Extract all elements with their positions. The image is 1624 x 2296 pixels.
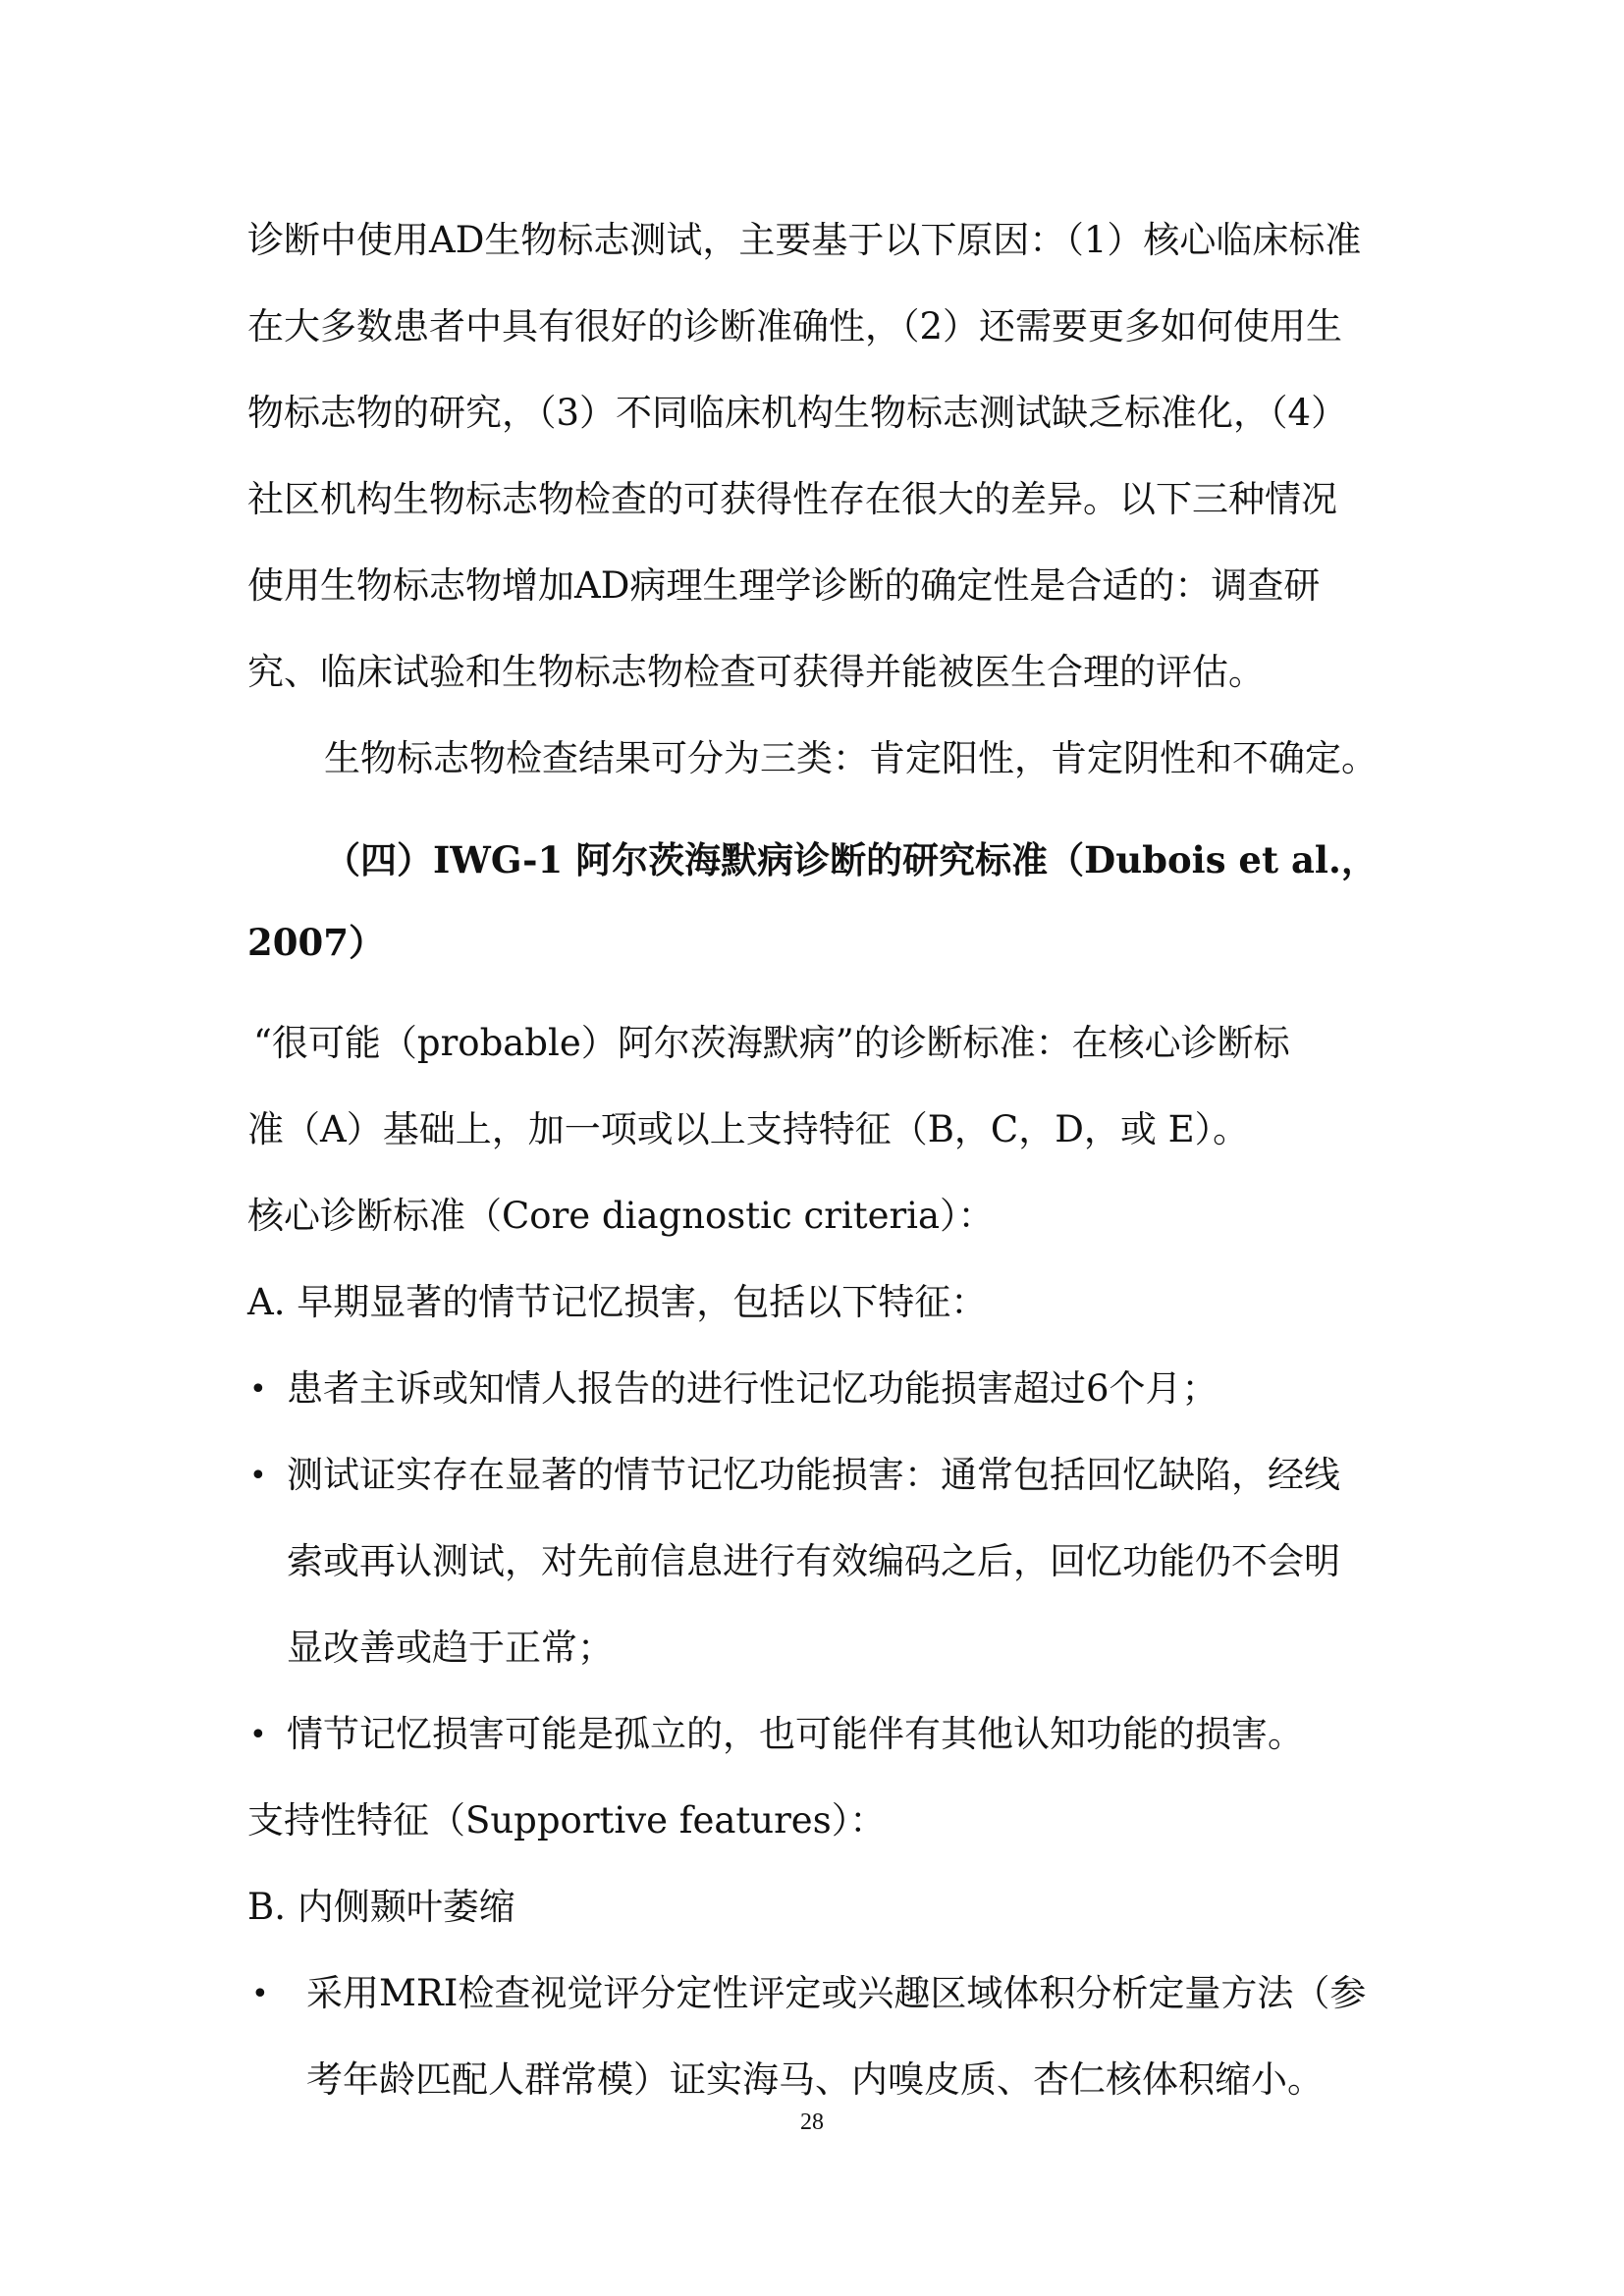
page-number: 28 (800, 2109, 824, 2135)
bullet-item: 测试证实存在显著的情节记忆功能损害：通常包括回忆缺陷，经线 (287, 1454, 1340, 1496)
paragraph-line: 诊断中使用AD生物标志测试，主要基于以下原因：（1）核心临床标准 (247, 219, 1362, 261)
bullet-item-continued: 考年龄匹配人群常模）证实海马、内嗅皮质、杏仁核体积缩小。 (306, 2058, 1324, 2101)
bullet-item: 情节记忆损害可能是孤立的，也可能伴有其他认知功能的损害。 (287, 1713, 1304, 1755)
section-a-title: A. 早期显著的情节记忆损害，包括以下特征： (247, 1281, 988, 1323)
bullet-item: 采用MRI检查视觉评分定性评定或兴趣区域体积分析定量方法（参 (306, 1972, 1367, 2014)
probable-criteria-line: “很可能（probable）阿尔茨海默病”的诊断标准：在核心诊断标 (253, 1022, 1290, 1064)
bullet-item-continued: 索或再认测试，对先前信息进行有效编码之后，回忆功能仍不会明 (287, 1540, 1340, 1582)
paragraph-line: 使用生物标志物增加AD病理生理学诊断的确定性是合适的：调查研 (247, 564, 1321, 607)
bullet-icon: • (249, 1718, 267, 1752)
bullet-item: 患者主诉或知情人报告的进行性记忆功能损害超过6个月； (287, 1367, 1218, 1410)
section-heading-continued: 2007） (247, 921, 385, 964)
paragraph-line: 究、临床试验和生物标志物检查可获得并能被医生合理的评估。 (247, 651, 1265, 693)
paragraph-line: 物标志物的研究，（3）不同临床机构生物标志测试缺乏标准化，（4） (247, 392, 1348, 434)
bullet-icon: • (249, 1372, 267, 1407)
paragraph-line: 在大多数患者中具有很好的诊断准确性，（2）还需要更多如何使用生 (247, 305, 1343, 347)
paragraph-line: 社区机构生物标志物检查的可获得性存在很大的差异。以下三种情况 (247, 478, 1337, 520)
bullet-icon: • (249, 1459, 267, 1493)
bullet-icon: • (251, 1977, 269, 2011)
probable-criteria-line: 准（A）基础上，加一项或以上支持特征（B，C，D，或 E）。 (247, 1108, 1250, 1150)
section-heading: （四）IWG-1 阿尔茨海默病诊断的研究标准（Dubois et al.， (324, 838, 1378, 881)
section-b-title: B. 内侧颞叶萎缩 (247, 1886, 515, 1928)
bullet-item-continued: 显改善或趋于正常； (287, 1627, 614, 1669)
core-criteria-label: 核心诊断标准（Core diagnostic criteria）： (247, 1195, 995, 1237)
supportive-features-label: 支持性特征（Supportive features）： (247, 1799, 887, 1842)
paragraph-line: 生物标志物检查结果可分为三类：肯定阳性，肯定阴性和不确定。 (324, 737, 1378, 779)
